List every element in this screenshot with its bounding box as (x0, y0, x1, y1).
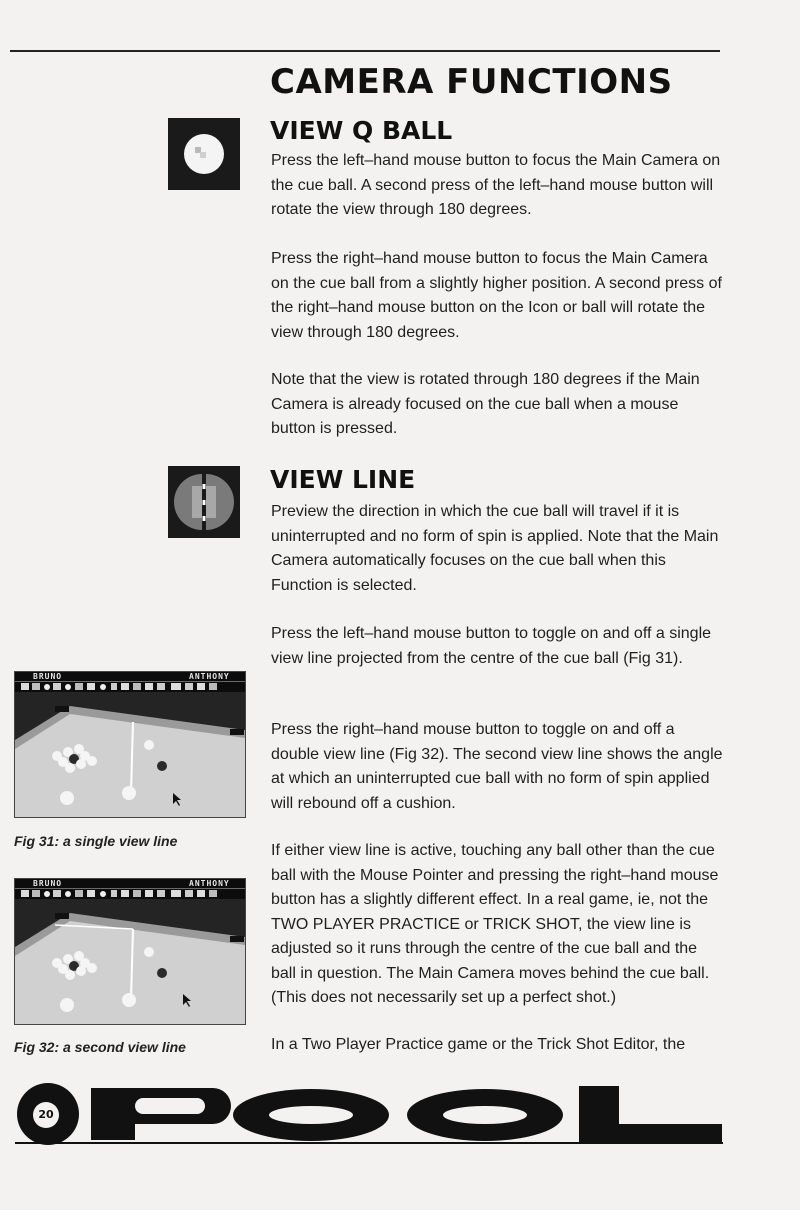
pool-logo (15, 1080, 725, 1150)
paragraph: Press the left–hand mouse button to toggle on and off a single view line projected from the centre of the cue ball (Fig 31). (271, 625, 712, 667)
cue-ball-icon (168, 118, 240, 190)
view-line-icon (168, 466, 240, 538)
figure-32-screenshot (14, 878, 246, 1025)
paragraph: Press the left–hand mouse button to focus the Main Camera on the cue ball. A second press of the left–hand mouse button will rotate the view through 180 degrees. (271, 152, 721, 218)
top-rule (10, 50, 720, 52)
page-title: CAMERA FUNCTIONS (270, 62, 673, 102)
paragraph: Preview the direction in which the cue ball will travel if it is uninterrupted and no form of spin is applied. Note that the Main Camera automatically focuses on the cue ball when this Function is selected. (271, 503, 719, 594)
paragraph: In a Two Player Practice game or the Trick Shot Editor, the (271, 1036, 686, 1053)
player-right-name: ANTHONY (189, 879, 230, 888)
page-number: 20 (33, 1102, 59, 1128)
paragraph: Press the right–hand mouse button to toggle on and off a double view line (Fig 32). The second view line shows the angle at which an uninterrupted cue ball with no form of spin applied will rebound off a cushion. (271, 721, 723, 812)
section-heading-view-line: VIEW LINE (270, 465, 416, 494)
player-right-name: ANTHONY (189, 672, 230, 681)
section-heading-view-q-ball: VIEW Q BALL (270, 116, 453, 145)
game-hud (15, 879, 245, 899)
figure-32-caption: Fig 32: a second view line (14, 1039, 186, 1055)
player-left-name: BRUNO (33, 879, 63, 888)
paragraph: Note that the view is rotated through 180 degrees if the Main Camera is already focused on the cue ball when a mouse button is pressed. (271, 371, 700, 437)
player-left-name: BRUNO (33, 672, 63, 681)
game-hud (15, 672, 245, 692)
paragraph: If either view line is active, touching any ball other than the cue ball with the Mouse Pointer and pressing the right–hand mouse button has a slightly different effect. In a real game, ie, not the TWO PLAYER PRACTICE or TRICK SHOT, the view line is adjusted so it runs through the centre of the cue ball and the ball in question. The Main Camera moves behind the cue ball. (This does not necessarily set up a perfect shot.) (271, 842, 719, 1006)
figure-31-screenshot (14, 671, 246, 818)
figure-31-caption: Fig 31: a single view line (14, 833, 178, 849)
paragraph: Press the right–hand mouse button to focus the Main Camera on the cue ball from a slightly higher position. A second press of the right–hand mouse button on the Icon or ball will rotate the view through 180 degrees. (271, 250, 722, 341)
